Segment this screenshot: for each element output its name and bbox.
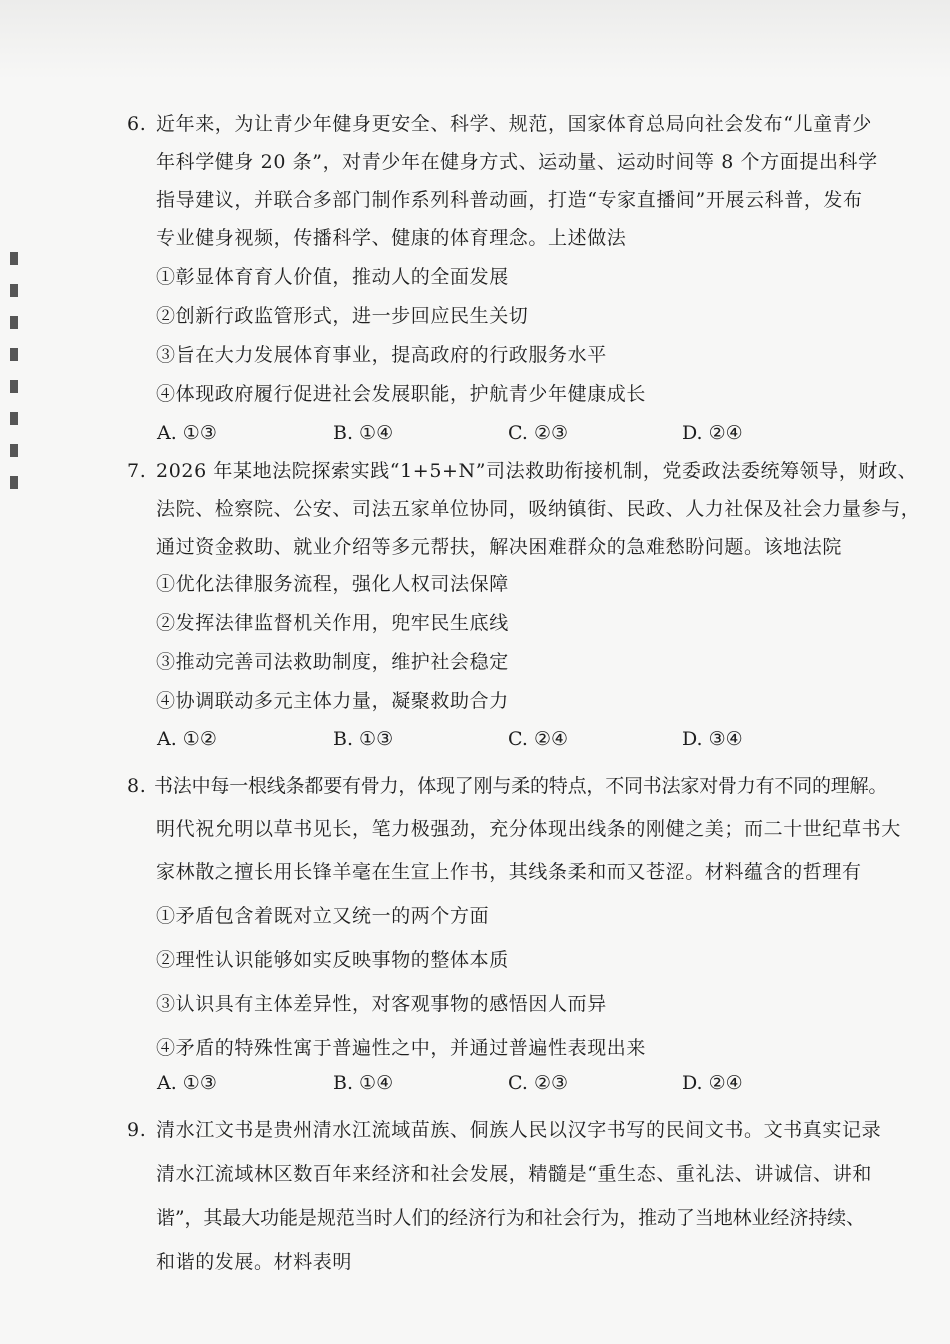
choice-a: A. ①③ <box>157 422 217 444</box>
question-stem-line: 明代祝允明以草书见长，笔力极强劲，充分体现出线条的刚健之美；而二十世纪草书大 <box>156 818 901 840</box>
question-stem-line: 书法中每一根线条都要有骨力，体现了刚与柔的特点，不同书法家对骨力有不同的理解。 <box>154 775 888 797</box>
statement-option: ③旨在大力发展体育事业，提高政府的行政服务水平 <box>156 344 607 366</box>
question-stem-line: 和谐的发展。材料表明 <box>156 1251 353 1273</box>
choice-b: B. ①③ <box>333 728 394 750</box>
question-number: 8. <box>127 775 147 797</box>
question-stem-line: 近年来，为让青少年健身更安全、科学、规范，国家体育总局向社会发布“儿童青少 <box>156 113 872 135</box>
choice-a: A. ①③ <box>157 1072 217 1094</box>
statement-option: ④体现政府履行促进社会发展职能，护航青少年健康成长 <box>156 383 647 405</box>
statement-option: ④协调联动多元主体力量，凝聚救助合力 <box>156 690 509 712</box>
choice-d: D. ②④ <box>682 422 743 444</box>
statement-option: ③推动完善司法救助制度，维护社会稳定 <box>156 651 509 673</box>
question-number: 9. <box>127 1119 147 1141</box>
question-stem-line: 专业健身视频，传播科学、健康的体育理念。上述做法 <box>156 227 627 249</box>
choice-b: B. ①④ <box>333 1072 394 1094</box>
choice-d: D. ③④ <box>682 728 743 750</box>
question-stem-line: 家林散之擅长用长锋羊毫在生宣上作书，其线条柔和而又苍涩。材料蕴含的哲理有 <box>156 861 862 883</box>
question-stem-line: 清水江文书是贵州清水江流域苗族、侗族人民以汉字书写的民间文书。文书真实记录 <box>156 1119 882 1141</box>
question-stem-line: 通过资金救助、就业介绍等多元帮扶，解决困难群众的急难愁盼问题。该地法院 <box>156 536 843 558</box>
statement-option: ④矛盾的特殊性寓于普遍性之中，并通过普遍性表现出来 <box>156 1037 647 1059</box>
question-stem-line: 谐”，其最大功能是规范当时人们的经济行为和社会行为，推动了当地林业经济持续、 <box>156 1207 865 1229</box>
question-stem-line: 2026 年某地法院探索实践“1+5+N”司法救助衔接机制，党委政法委统筹领导，财政、 <box>156 460 918 482</box>
choice-c: C. ②④ <box>508 728 569 750</box>
statement-option: ①优化法律服务流程，强化人权司法保障 <box>156 573 509 595</box>
question-stem-line: 法院、检察院、公安、司法五家单位协同，吸纳镇街、民政、人力社保及社会力量参与， <box>156 498 921 520</box>
choice-b: B. ①④ <box>333 422 394 444</box>
choice-c: C. ②③ <box>508 422 569 444</box>
statement-option: ②创新行政监管形式，进一步回应民生关切 <box>156 305 529 327</box>
question-number: 6. <box>127 113 147 135</box>
choice-a: A. ①② <box>157 728 217 750</box>
statement-option: ②理性认识能够如实反映事物的整体本质 <box>156 949 509 971</box>
statement-option: ③认识具有主体差异性，对客观事物的感悟因人而异 <box>156 993 607 1015</box>
choice-d: D. ②④ <box>682 1072 743 1094</box>
question-stem-line: 年科学健身 20 条”，对青少年在健身方式、运动量、运动时间等 8 个方面提出科学 <box>156 151 878 173</box>
choice-c: C. ②③ <box>508 1072 569 1094</box>
statement-option: ①彰显体育育人价值，推动人的全面发展 <box>156 266 509 288</box>
question-number: 7. <box>127 460 147 482</box>
statement-option: ②发挥法律监督机关作用，兜牢民生底线 <box>156 612 509 634</box>
question-stem-line: 指导建议，并联合多部门制作系列科普动画，打造“专家直播间”开展云科普，发布 <box>156 189 863 211</box>
statement-option: ①矛盾包含着既对立又统一的两个方面 <box>156 905 490 927</box>
question-stem-line: 清水江流域林区数百年来经济和社会发展，精髓是“重生态、重礼法、讲诚信、讲和 <box>156 1163 872 1185</box>
